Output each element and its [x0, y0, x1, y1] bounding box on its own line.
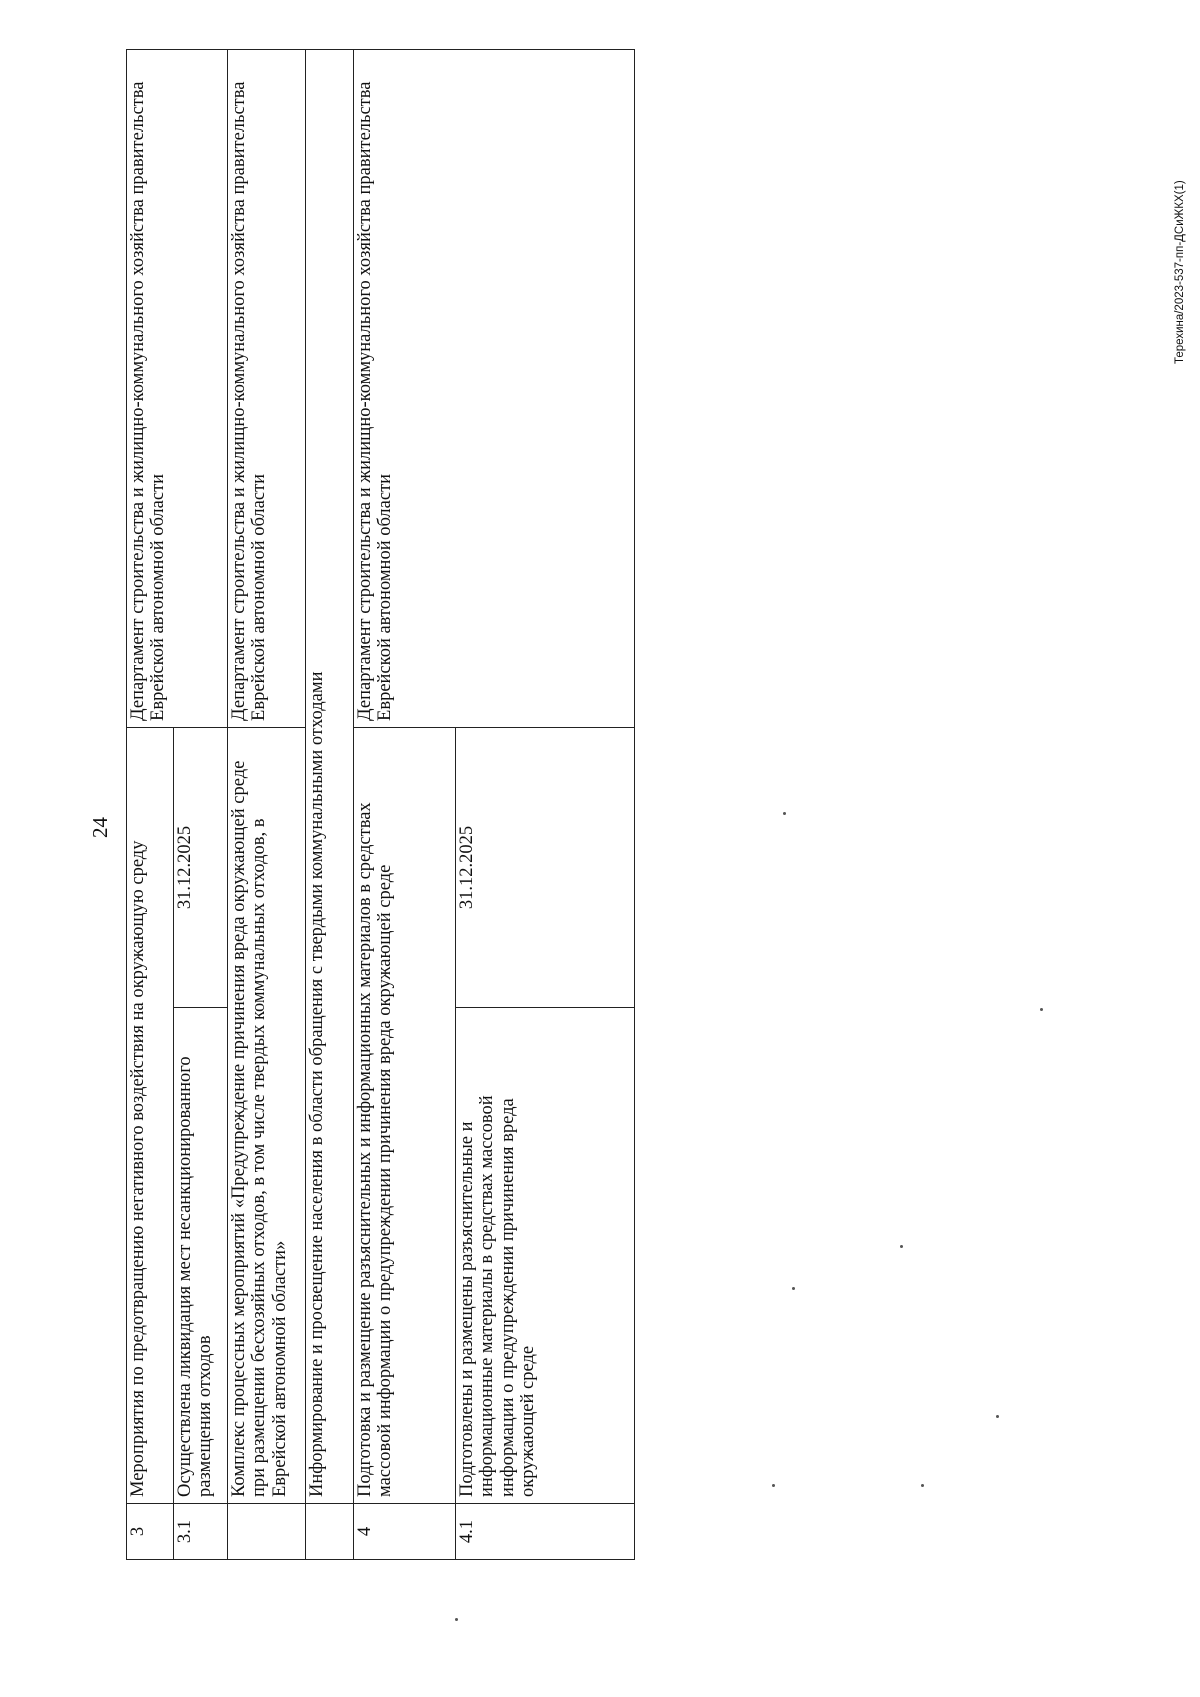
document-id: Терехина/2023-537-пп-ДСиЖКХ(1): [1174, 180, 1186, 364]
measure-text: Подготовка и размещение разъяснительных и информационных материалов в средствах массовой информации о предупреждении причинения вреда окружающей среде: [354, 727, 456, 1503]
scan-speck: [772, 1484, 775, 1487]
measures-table: [126, 49, 635, 1560]
row-number: 3: [127, 1504, 174, 1560]
responsible-cell: Департамент строительства и жилищно-коммунального хозяйства правительства Еврейской автономной области: [127, 49, 228, 727]
measure-text: Комплекс процессных мероприятий «Предупреждение причинения вреда окружающей среде при размещении бесхозяйных отходов, в том числе твердых коммунальных отходов, в Еврейской автономной области»: [228, 727, 306, 1503]
row-number: 4: [354, 1504, 456, 1560]
scan-speck: [900, 1245, 903, 1248]
table-row: [228, 49, 306, 1559]
row-number: 4.1: [456, 1504, 635, 1560]
deadline-date: 31.12.2025: [456, 727, 635, 1007]
scan-speck: [921, 1484, 924, 1487]
table-row: [354, 49, 456, 1559]
measure-text: Подготовлены и размещены разъяснительные и информационные материалы в средствах массовой информации о предупреждении причинения вреда окружающей среде: [456, 1008, 635, 1504]
table-row: [127, 49, 174, 1559]
measures-table-wrapper: [126, 50, 634, 1560]
scan-speck: [1040, 1008, 1043, 1011]
measure-text: Мероприятия по предотвращению негативного воздействия на окружающую среду: [127, 727, 174, 1503]
scan-speck: [783, 812, 786, 815]
scan-speck: [996, 1415, 999, 1418]
responsible-cell: Департамент строительства и жилищно-коммунального хозяйства правительства Еврейской автономной области: [228, 49, 306, 727]
row-number: 3.1: [174, 1504, 228, 1560]
responsible-cell: Департамент строительства и жилищно-коммунального хозяйства правительства Еврейской автономной области: [354, 49, 635, 727]
row-number: [306, 1504, 354, 1560]
measure-text: Информирование и просвещение населения в области обращения с твердыми коммунальными отходами: [306, 49, 354, 1503]
scan-speck: [792, 1287, 795, 1290]
page-number: 24: [88, 817, 112, 838]
row-number: [228, 1504, 306, 1560]
scan-speck: [455, 1618, 458, 1621]
deadline-date: 31.12.2025: [174, 727, 228, 1007]
table-row: [306, 49, 354, 1559]
measure-text: Осуществлена ликвидация мест несанкционированного размещения отходов: [174, 1008, 228, 1504]
